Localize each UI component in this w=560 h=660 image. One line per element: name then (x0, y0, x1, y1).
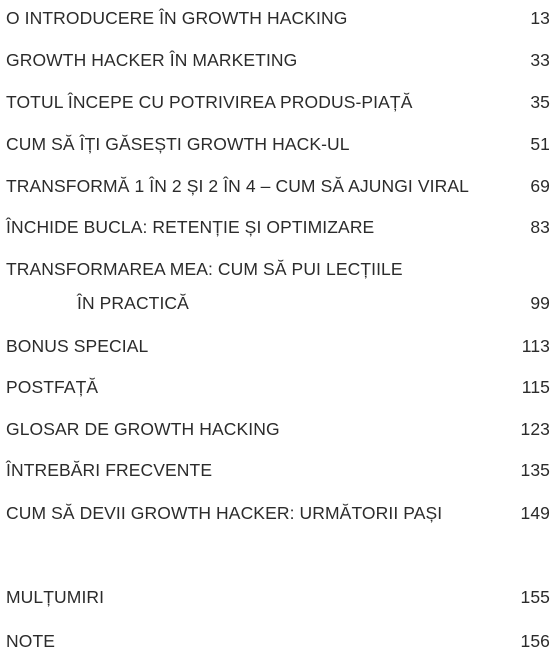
toc-entry[interactable] (6, 584, 550, 610)
toc-entry[interactable] (6, 47, 550, 73)
toc-entry-page: 69 (530, 176, 550, 196)
toc-entry[interactable] (6, 131, 550, 157)
toc-entry-page: 135 (520, 460, 550, 480)
toc-entry[interactable] (6, 214, 550, 240)
toc-entry-page: 99 (530, 293, 550, 313)
toc-entry-page: 156 (520, 631, 550, 651)
toc-entry-title: ÎNCHIDE BUCLA: RETENȚIE ȘI OPTIMIZARE (6, 217, 375, 237)
toc-entry-page: 123 (520, 419, 550, 439)
toc-entry[interactable] (6, 5, 550, 31)
toc-entry-title: TRANSFORMĂ 1 ÎN 2 ȘI 2 ÎN 4 – CUM SĂ AJUNGI VIRAL (6, 176, 469, 196)
toc-entry-title: CUM SĂ ÎȚI GĂSEȘTI GROWTH HACK-UL (6, 134, 350, 154)
toc-entry[interactable] (6, 628, 550, 654)
toc-entry-title: MULȚUMIRI (6, 587, 105, 607)
toc-entry-title: CUM SĂ DEVII GROWTH HACKER: URMĂTORII PAȘI (6, 503, 443, 523)
toc-entry[interactable] (6, 457, 550, 483)
toc-entry-title: BONUS SPECIAL (6, 336, 149, 356)
toc-entry-page: 35 (530, 92, 550, 112)
toc-entry[interactable] (6, 173, 550, 199)
toc-entry-title: O INTRODUCERE ÎN GROWTH HACKING (6, 8, 348, 28)
toc-entry-page: 51 (530, 134, 550, 154)
toc-entry-page: 13 (530, 8, 550, 28)
toc-entry[interactable] (6, 333, 550, 359)
toc-entry-page: 83 (530, 217, 550, 237)
toc-entry-title: GROWTH HACKER ÎN MARKETING (6, 50, 298, 70)
toc-entry-page: 113 (521, 336, 550, 356)
toc-entry-page: 115 (521, 377, 550, 397)
toc-entry[interactable] (6, 256, 550, 282)
toc-entry-title: GLOSAR DE GROWTH HACKING (6, 419, 280, 439)
toc-entry-title: TOTUL ÎNCEPE CU POTRIVIREA PRODUS-PIAȚĂ (6, 92, 413, 112)
toc-entry[interactable] (6, 89, 550, 115)
toc-entry[interactable] (6, 500, 550, 526)
toc-entry[interactable] (6, 416, 550, 442)
toc-entry-page: 149 (520, 503, 550, 523)
toc-entry-title: NOTE (6, 631, 56, 651)
toc-entry-title-line2: ÎN PRACTICĂ (77, 293, 189, 313)
toc-entry-title: TRANSFORMAREA MEA: CUM SĂ PUI LECȚIILE (6, 259, 403, 279)
toc-entry-continuation[interactable] (6, 290, 550, 316)
toc-entry-page: 33 (530, 50, 550, 70)
toc-entry[interactable] (6, 374, 550, 400)
toc-entry-title: POSTFAȚĂ (6, 377, 99, 397)
toc-entry-title: ÎNTREBĂRI FRECVENTE (6, 460, 213, 480)
toc-entry-page: 155 (520, 587, 550, 607)
